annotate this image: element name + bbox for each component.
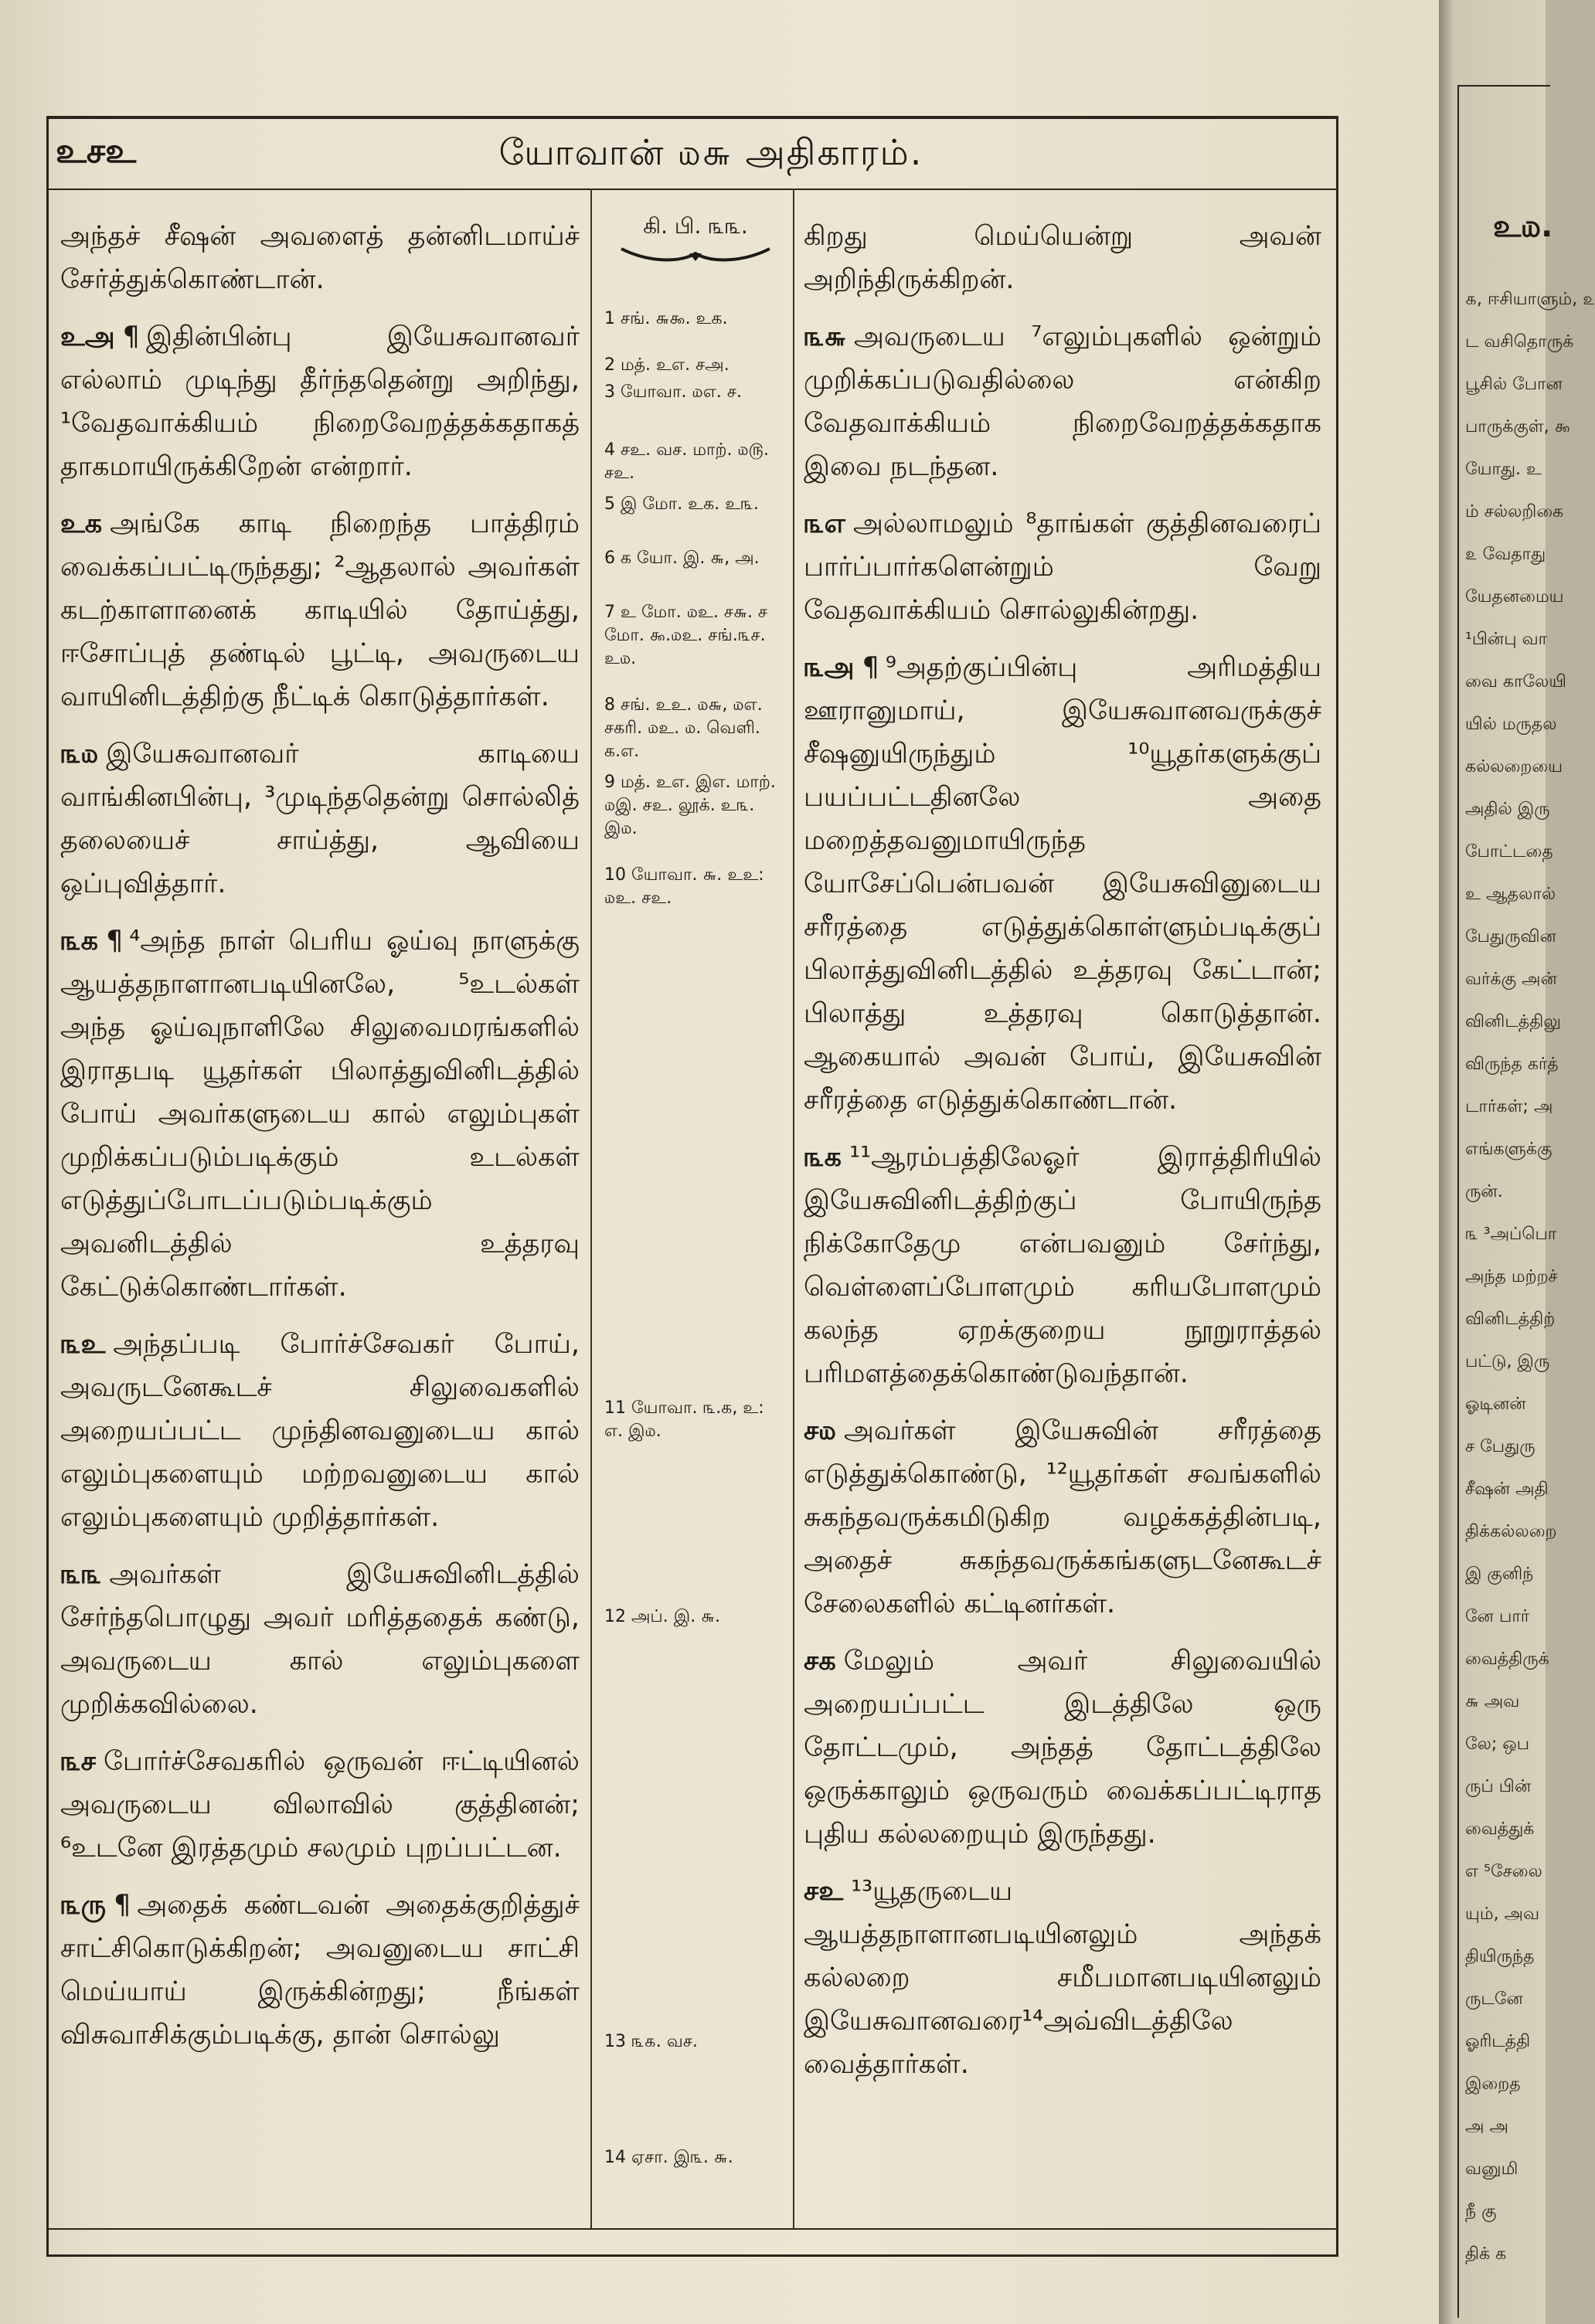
right-text-column: [804, 215, 1321, 2100]
next-page-line: எங்களுக்கு: [1465, 1140, 1552, 1159]
verse-paragraph: [60, 1740, 580, 1870]
cross-reference-column: [604, 213, 787, 2167]
next-page-line: ¹பின்பு வா: [1465, 630, 1548, 649]
left-text-column: [60, 215, 580, 2071]
verse-text: அவர்கள் இயேசுவினிடத்தில் சேர்ந்தபொழுது அவர் மரித்ததைக் கண்டு, அவருடைய கால் எலும்புகளை முறிக்கவில்லை.: [60, 1559, 580, 1720]
verse-number: ௩அ: [804, 652, 855, 683]
next-page-line: ருடனே: [1465, 1989, 1523, 2009]
next-page-line: திக் க: [1465, 2244, 1507, 2264]
verse-text: அல்லாமலும் ⁸தாங்கள் குத்தினவரைப் பார்ப்பார்களென்றும் வேறு வேதவாக்கியம் சொல்லுகின்றது.: [804, 508, 1321, 626]
pilcrow-icon: ¶: [862, 652, 879, 683]
next-page-top-rule: [1457, 85, 1550, 87]
next-page-line: வினிடத்திலு: [1465, 1012, 1561, 1031]
next-page-line: சீஷன் அதி: [1465, 1480, 1549, 1499]
next-page-line: பாருக்குள், ௯: [1465, 417, 1570, 437]
next-page-line: வைத்துக்: [1465, 1819, 1535, 1839]
verse-paragraph: [60, 1553, 580, 1726]
verse-number: ௩௬: [804, 321, 846, 352]
cross-reference: 10 யோவா. ௬. உஉ: ௰உ. சஉ.: [604, 865, 764, 908]
next-page-line: ருன்.: [1465, 1182, 1503, 1201]
next-page-line: ம் சல்லறிகை: [1465, 502, 1564, 522]
next-page-line: லே; ஒப: [1465, 1735, 1530, 1754]
verse-number: உக: [60, 508, 103, 539]
next-page-line: ௨ வேதாது: [1465, 545, 1546, 564]
verse-text: ¹¹ஆரம்பத்திலேஓர் இராத்திரியில் இயேசுவினிடத்திற்குப் போயிருந்த நிக்கோதேமு என்பவனும் சேர்ந்து, வெள்ளைப்போளமும் கரியபோளமும் கலந்த ஏறக்குறைய நூறுராத்தல் பரிமளத்தைக்கொண்டுவந்தான்.: [804, 1142, 1321, 1389]
verse-text: அவர்கள் இயேசுவின் சரீரத்தை எடுத்துக்கொண்டு, ¹²யூதர்கள் சவங்களில் சுகந்தவருக்கமிடுகிற வழக்கத்தின்படி, அதைச் சுகந்தவருக்கங்களுடனேகூடச் சேலைகளில் கட்டினர்கள்.: [804, 1415, 1321, 1619]
header-rule: [46, 189, 1338, 190]
next-page-line: எ ⁵சேலை: [1465, 1862, 1542, 1881]
verse-number: ௩௰: [60, 739, 99, 770]
next-page-frame-rule: [1457, 85, 1459, 2318]
verse-text: இயேசுவானவர் காடியை வாங்கினபின்பு, ³முடிந்ததென்று சொல்லித் தலையைச் சாய்த்து, ஆவியை ஒப்புவித்தார்.: [60, 739, 580, 899]
next-page-line: ஓடினன்: [1465, 1395, 1526, 1414]
verse-text: அங்கே காடி நிறைந்த பாத்திரம் வைக்கப்பட்டிருந்தது; ²ஆதலால் அவர்கள் கடற்காளானைக் காடியில் தோய்த்து, ஈசோப்புத் தண்டில் பூட்டி, அவருடைய வாயினிடத்திற்கு நீட்டிக் கொடுத்தார்கள்.: [60, 508, 580, 712]
cross-reference: 4 சஉ. வச. மாற். ௰௫. சஉ.: [604, 440, 769, 483]
verse-text: ⁹அதற்குப்பின்பு அரிமத்திய ஊரானுமாய், இயேசுவானவருக்குச் சீஷனுயிருந்தும் ¹⁰யூதர்களுக்குப் பயப்பட்டதினலே அதை மறைத்தவனுமாயிருந்த யோசேப்பென்பவன் இயேசுவினுடைய சரீரத்தை எடுத்துக்கொள்ளும்படிக்குப் பிலாத்துவினிடத்தில் உத்தரவு கேட்டான்; பிலாத்து உத்தரவு கொடுத்தான். ஆகையால் அவன் போய், இயேசுவின் சரீரத்தை எடுத்துக்கொண்டான்.: [804, 652, 1321, 1116]
next-page-text: [1465, 278, 1595, 2275]
next-page-line: ௩ ³அப்பொ: [1465, 1225, 1557, 1244]
next-page-line: பட்டு, இரு: [1465, 1352, 1550, 1371]
next-page-line: ஓரிடத்தி: [1465, 2032, 1531, 2051]
column-divider-right: [793, 189, 794, 2228]
verse-text: அவருடைய ⁷எலும்புகளில் ஒன்றும் முறிக்கப்படுவதில்லை என்கிற வேதவாக்கியம் நிறைவேறத்தக்கதாக இவை நடந்தன.: [804, 321, 1321, 482]
verse-paragraph: [804, 502, 1321, 632]
verse-text: அதைக் கண்டவன் அதைக்குறித்துச் சாட்சிகொடுக்கிறன்; அவனுடைய சாட்சி மெய்யாய் இருக்கின்றது; நீங்கள் விசுவாசிக்கும்படிக்கு, தான் சொல்லு: [60, 1890, 580, 2050]
cross-reference: 8 சங். உஉ. ௰௬, ௰எ. சகரி. ௰உ. ௰. வெளி. க.எ.: [604, 695, 763, 761]
frame-left-rule: [46, 116, 49, 2256]
verse-paragraph: [60, 1884, 580, 2057]
pilcrow-icon: ¶: [114, 1890, 131, 1921]
cross-reference: 6 க யோ. இ. ௬, அ.: [604, 549, 760, 568]
next-page-line: பேதுருவின: [1465, 927, 1556, 946]
verse-paragraph: [60, 315, 580, 488]
next-page-line: யில் மருதல: [1465, 715, 1557, 734]
next-page-line: ருப் பின்: [1465, 1777, 1532, 1796]
next-page-line: உ ஆதலால்: [1465, 885, 1556, 904]
cross-reference: 9 மத். உஎ. இஎ. மாற். ௰இ. சஉ. லூக். உ௩. இ௰.: [604, 773, 776, 838]
footer-rule: [46, 2228, 1338, 2230]
cross-reference: 5 இ மோ. உக. உ௩.: [604, 494, 759, 514]
next-page-line: இறைத: [1465, 2074, 1521, 2094]
verse-text: மேலும் அவர் சிலுவையில் அறையப்பட்ட இடத்திலே ஒரு தோட்டமும், அந்தத் தோட்டத்திலே ஒருக்காலும் ஒருவரும் வைக்கப்பட்டிராத புதிய கல்லறையும் இருந்தது.: [804, 1646, 1321, 1850]
frame-top-rule: [46, 116, 1338, 119]
verse-paragraph: [60, 502, 580, 719]
verse-paragraph: [60, 732, 580, 905]
verse-number: உஅ: [60, 321, 115, 352]
next-page-line: யும், அவ: [1465, 1904, 1540, 1924]
cross-reference: 7 உ மோ. ௰உ. ச௬. ச மோ. ௯.௰உ. சங்.௩ச. உ௰.: [604, 603, 768, 668]
verse-paragraph: [60, 1323, 580, 1539]
next-page-line: போட்டதை: [1465, 842, 1553, 861]
verse-paragraph: [804, 315, 1321, 488]
cross-reference: 13 ௩௧. வச.: [604, 2032, 698, 2051]
verse-number: ௩உ: [60, 1329, 106, 1360]
cross-reference: 3 யோவா. ௰எ. ச.: [604, 382, 743, 402]
cross-reference: 12 அப். இ. ௬.: [604, 1607, 720, 1626]
next-page-line: யேதனமைய: [1465, 587, 1564, 606]
pilcrow-icon: ¶: [106, 926, 124, 956]
next-page-line: அந்த மற்றச்: [1465, 1267, 1558, 1286]
next-page-line: ச பேதுரு: [1465, 1437, 1535, 1456]
cross-reference: 2 மத். உஎ. சஅ.: [604, 355, 729, 375]
next-page-line: அதில் இரு: [1465, 800, 1550, 819]
next-page-line: ட வசிதொருக்: [1465, 332, 1574, 352]
verse-text: போர்ச்சேவகரில் ஒருவன் ஈட்டியினல் அவருடைய விலாவில் குத்தினன்; ⁶உடனே இரத்தமும் சலமும் புறப்பட்டன.: [60, 1746, 580, 1864]
next-page-line: வைத்திருக்: [1465, 1650, 1549, 1669]
pilcrow-icon: ¶: [122, 321, 140, 352]
next-page-line: யோது. உ: [1465, 460, 1542, 479]
next-page-line: டார்கள்; அ: [1465, 1097, 1553, 1116]
verse-paragraph: [804, 1136, 1321, 1395]
cross-reference: 1 சங். ௬௯. உக.: [604, 309, 728, 328]
verse-number: ௩ச: [60, 1746, 97, 1777]
next-page-line: கல்லறையை: [1465, 757, 1563, 776]
next-page-number: உ௰.: [1493, 209, 1553, 244]
next-page-line: னே பார்: [1465, 1607, 1530, 1626]
next-page-line: ௧, ஈசியாளும், ௨: [1465, 290, 1595, 309]
verse-text: அந்தப்படி போர்ச்சேவகர் போய், அவருடனேகூடச் சிலுவைகளில் அறையப்பட்ட முந்தினவனுடைய கால் எலும்புகளையும் மற்றவனுடைய கால் எலும்புகளையும் முறித்தார்கள்.: [60, 1329, 580, 1533]
cross-reference: 14 ஏசா. இ௩. ௬.: [604, 2148, 733, 2167]
verse-paragraph: [804, 646, 1321, 1122]
next-page-edge: [1439, 0, 1595, 2324]
verse-number: ௩ரு: [60, 1890, 107, 1921]
verse-number: ௩க: [60, 926, 99, 956]
frame-right-rule: [1336, 116, 1338, 2256]
next-page-line: விருந்த கர்த்: [1465, 1055, 1559, 1074]
frame-bottom-rule: [46, 2254, 1338, 2257]
next-page-line: இ குனிந்: [1465, 1565, 1534, 1584]
next-page-line: வனுமி: [1465, 2159, 1518, 2179]
verse-text: ⁴அந்த நாள் பெரிய ஓய்வு நாளுக்கு ஆயத்தநாளானபடியினலே, ⁵உடல்கள் அந்த ஓய்வுநாளிலே சிலுவைமரங்களில் இராதபடி யூதர்கள் பிலாத்துவினிடத்தில் போய் அவர்களுடைய கால் எலும்புகள் முறிக்கப்படும்படிக்கும் உடல்கள் எடுத்துப்போடப்படும்படிக்கும் அவனிடத்தில் உத்தரவு கேட்டுக்கொண்டார்கள்.: [60, 926, 580, 1303]
next-page-line: தியிருந்த: [1465, 1947, 1535, 1966]
verse-paragraph: [804, 215, 1321, 301]
page-number: உசஉ: [56, 131, 137, 171]
verse-text: அந்தச் சீஷன் அவளைத் தன்னிடமாய்ச் சேர்த்துக்கொண்டான்.: [60, 221, 580, 295]
next-page-line: வர்க்கு அன்: [1465, 970, 1557, 989]
verse-paragraph: [60, 215, 580, 301]
verse-number: ௩எ: [804, 508, 845, 539]
verse-text: இதின்பின்பு இயேசுவானவர் எல்லாம் முடிந்து தீர்ந்ததென்று அறிந்து, ¹வேதவாக்கியம் நிறைவேறத்தக்கதாகத் தாகமாயிருக்கிறேன் என்றார்.: [60, 321, 580, 482]
ornament-flourish-icon: [618, 243, 773, 266]
verse-paragraph: [804, 1639, 1321, 1856]
margin-date-header: கி. பி. ௩௩.: [643, 213, 748, 239]
next-page-line: திக்கல்லறை: [1465, 1522, 1557, 1541]
verse-text: ¹³யூதருடைய ஆயத்தநாளானபடியினலும் அந்தக் கல்லறை சமீபமானபடியினலும் இயேசுவானவரை¹⁴அவ்விடத்திலே வைத்தார்கள்.: [804, 1876, 1321, 2080]
verse-text: கிறது மெய்யென்று அவன் அறிந்திருக்கிறன்.: [804, 221, 1321, 295]
verse-paragraph: [804, 1409, 1321, 1626]
verse-number: சக: [804, 1646, 836, 1677]
verse-number: ச௰: [804, 1415, 836, 1446]
verse-paragraph: [60, 919, 580, 1309]
next-page-line: அ அ: [1465, 2117, 1508, 2136]
page-title: யோவான் ௰௬ அதிகாரம்.: [498, 131, 923, 173]
next-page-line: நீ கு: [1465, 2202, 1497, 2221]
next-page-line: வை காலேயி: [1465, 672, 1566, 691]
next-page-line: பூசில் போன: [1465, 375, 1563, 394]
verse-number: சஉ: [804, 1876, 844, 1907]
verse-number: ௩௩: [60, 1559, 102, 1590]
column-divider-left: [590, 189, 592, 2228]
verse-number: ௩க: [804, 1142, 842, 1173]
next-page-line: வினிடத்திற்: [1465, 1310, 1556, 1329]
next-page-line: ௬ அவ: [1465, 1692, 1520, 1711]
cross-reference: 11 யோவா. ௩.க, உ: எ. இ௰.: [604, 1398, 764, 1441]
verse-paragraph: [804, 1870, 1321, 2086]
